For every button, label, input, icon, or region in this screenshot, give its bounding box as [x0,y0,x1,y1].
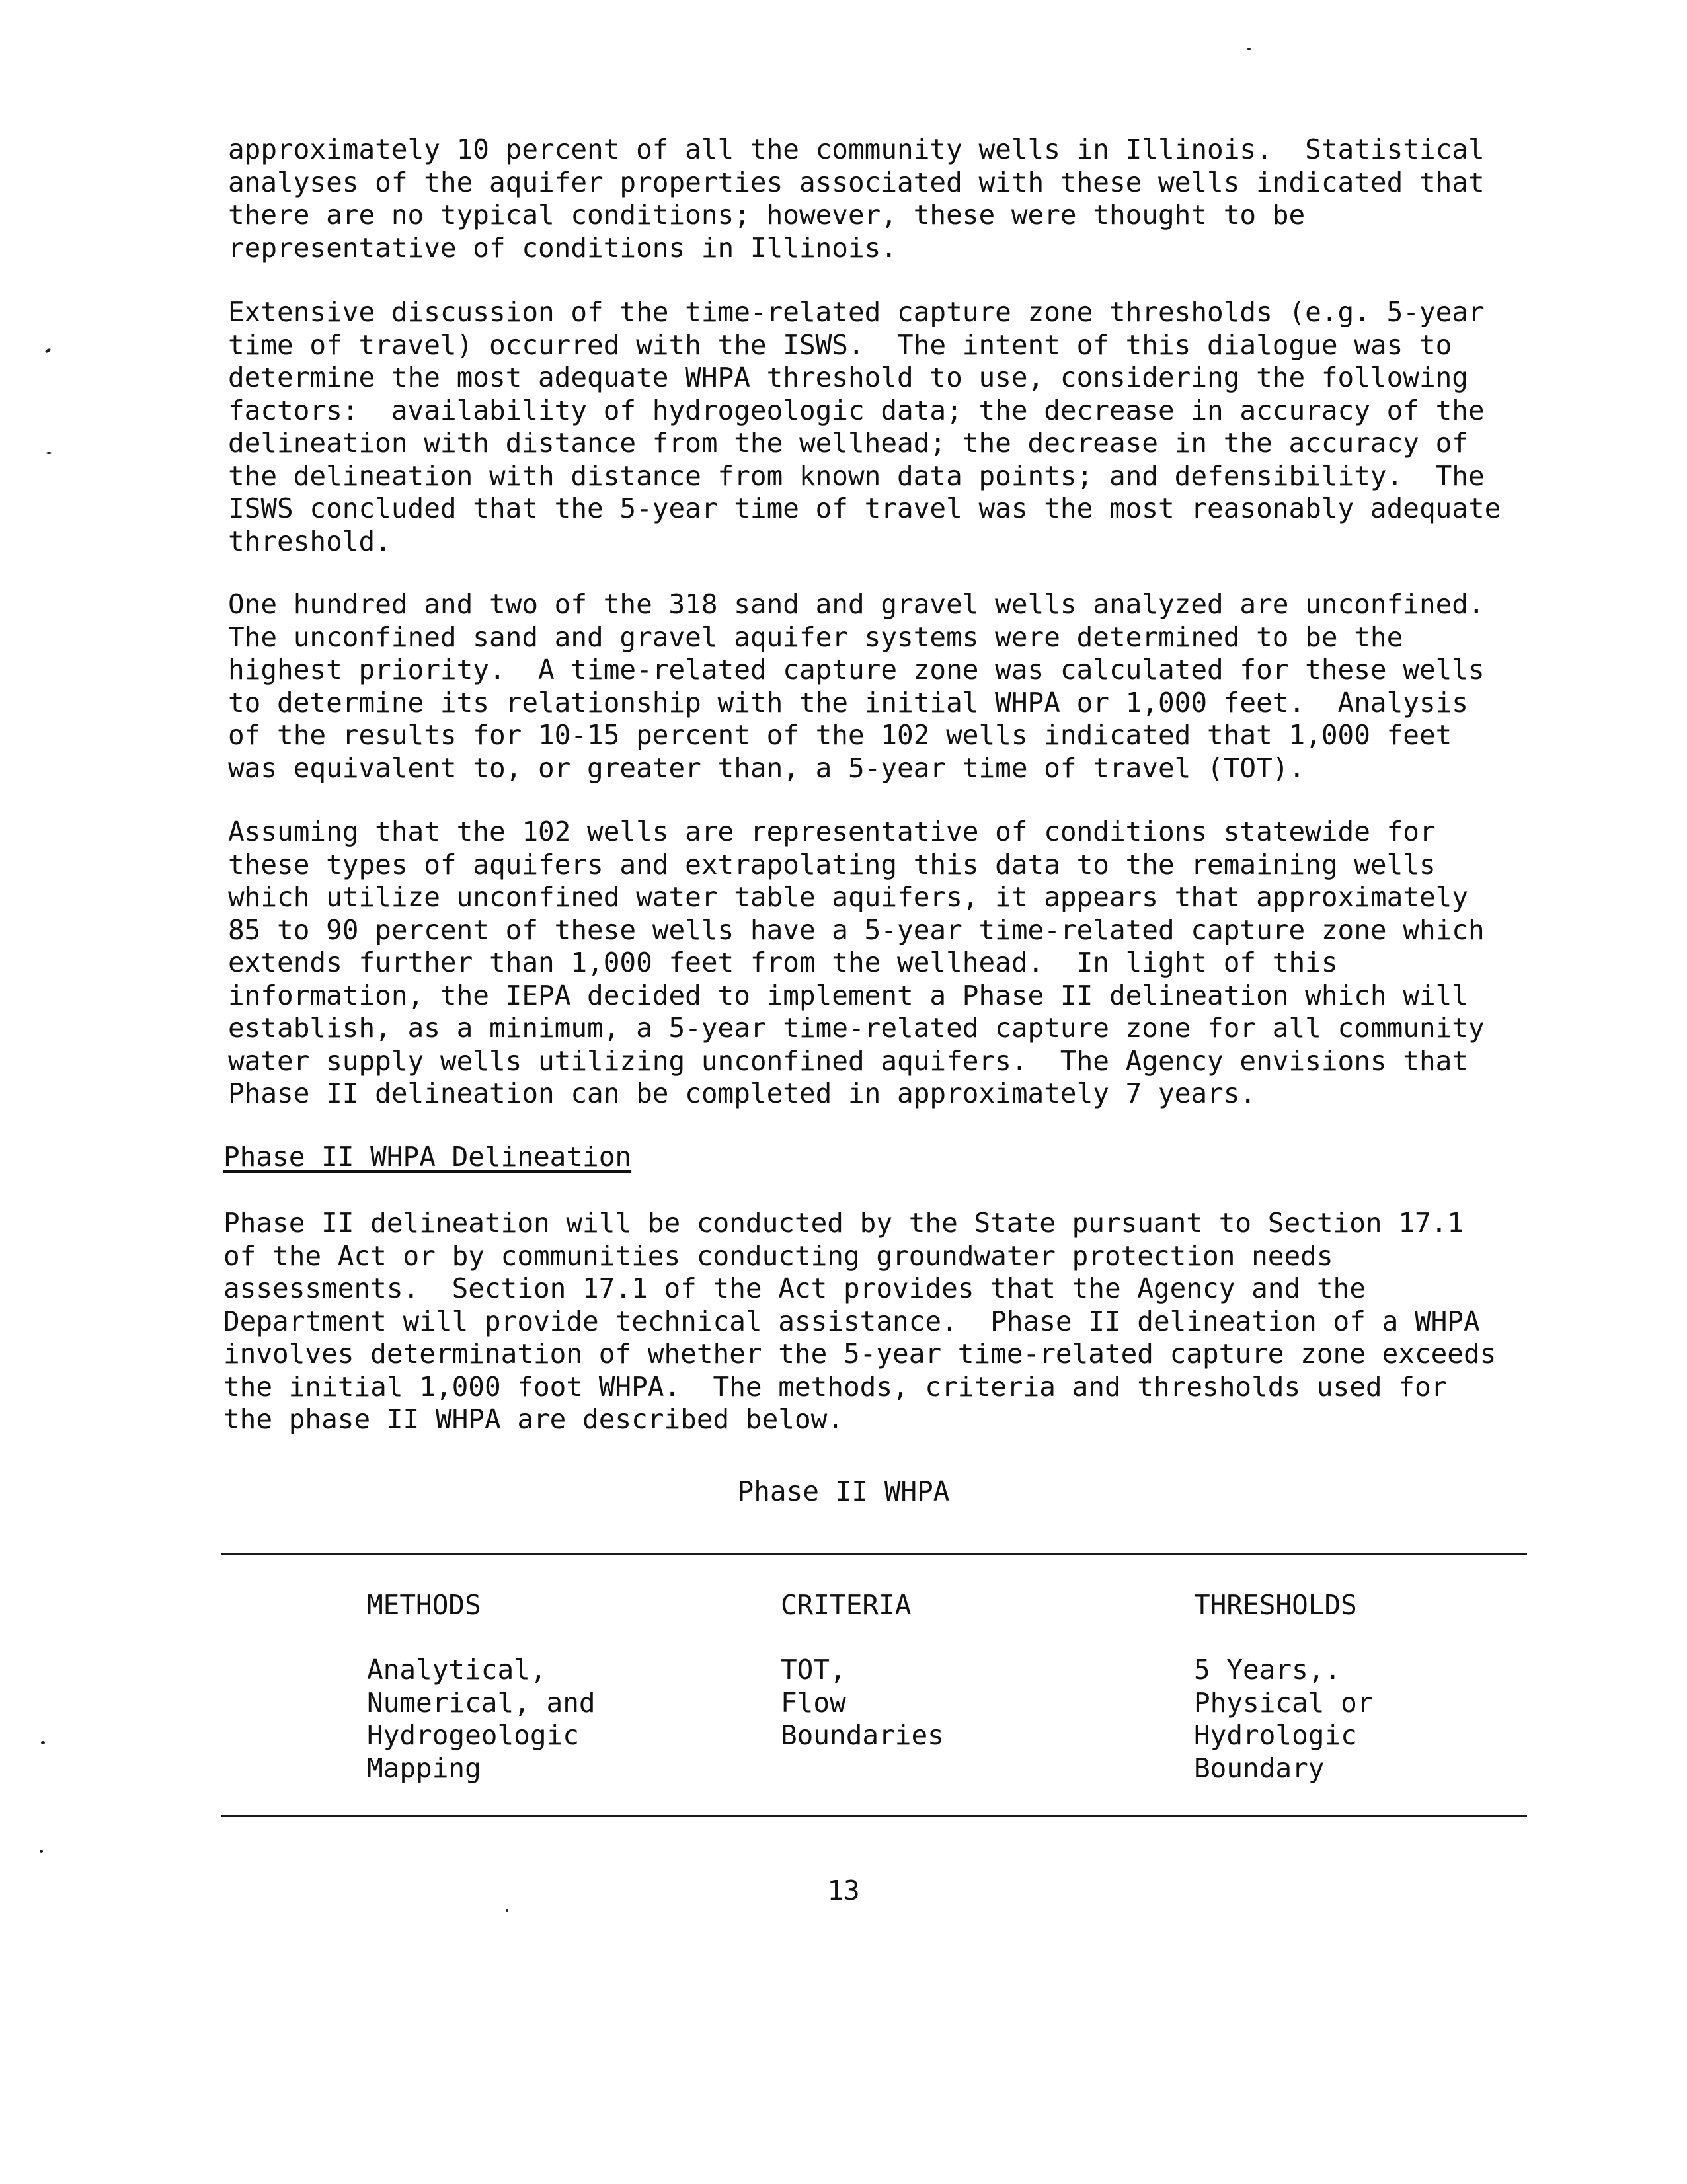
scan-speck [46,452,52,454]
paragraph-thresholds-discussion: Extensive discussion of the time-related capture zone thresholds (e.g. 5-year time of travel) occurred with the ISWS. The intent of this dialogue was to determine the most adequate WHPA threshold to use, considering the following factors: availability of hydrogeologic data; the decrease in accuracy of the delineation with distance from the wellhead; the decrease in the accuracy of the delineation with distance from known data points; and defensibility. The ISWS concluded that the 5-year time of travel was the most reasonably adequate threshold. [228,296,1501,557]
table-header-methods: METHODS [367,1589,481,1621]
page-number: 13 [827,1875,860,1906]
table-cell-criteria: TOT, Flow Boundaries [781,1654,944,1751]
table-top-rule [221,1553,1527,1555]
scan-speck [40,1850,43,1853]
table-header-criteria: CRITERIA [781,1589,912,1621]
paragraph-intro: approximately 10 percent of all the community wells in Illinois. Statistical analyses of the aquifer properties associated with these wells indicated that there are no typical conditions; however, these were thought to be representative of conditions in Illinois. [228,134,1485,264]
scan-speck [506,1909,508,1912]
paragraph-unconfined-wells: One hundred and two of the 318 sand and gravel wells analyzed are unconfined. The unconfined sand and gravel aquifer systems were determined to be the highest priority. A time-related capture zone was calculated for these wells to determine its relationship with the initial WHPA or 1,000 feet. Analysis of the results for 10-15 percent of the 102 wells indicated that 1,000 feet was equivalent to, or greater than, a 5-year time of travel (TOT). [228,588,1485,784]
section-heading: Phase II WHPA Delineation [223,1141,632,1173]
table-cell-thresholds: 5 Years,. Physical or Hydrologic Boundary [1194,1654,1374,1784]
table-header-thresholds: THRESHOLDS [1194,1589,1357,1621]
scan-speck [44,348,51,354]
scan-speck [41,1741,45,1744]
table-cell-methods: Analytical, Numerical, and Hydrogeologic Mapping [367,1654,596,1784]
table-title: Phase II WHPA [737,1475,950,1507]
scan-speck [1247,48,1251,50]
paragraph-phase-ii-delineation: Phase II delineation will be conducted by the State pursuant to Section 17.1 of the Act or by communities conducting groundwater protection needs assessments. Section 17.1 of the Act provides that the Agency and the Department will provide technical assistance. Phase II delineation of a WHPA involves determination of whether the 5-year time-related capture zone exceeds the initial 1,000 foot WHPA. The methods, criteria and thresholds used for the phase II WHPA are described below. [223,1207,1497,1435]
paragraph-phase-ii-decision: Assuming that the 102 wells are representative of conditions statewide for these types of aquifers and extrapolating this data to the remaining wells which utilize unconfined water table aquifers, it appears that approximately 85 to 90 percent of these wells have a 5-year time-related capture zone which extends further than 1,000 feet from the wellhead. In light of this information, the IEPA decided to implement a Phase II delineation which will establish, as a minimum, a 5-year time-related capture zone for all community water supply wells utilizing unconfined aquifers. The Agency envisions that Phase II delineation can be completed in approximately 7 years. [228,816,1485,1109]
table-bottom-rule [221,1815,1527,1817]
